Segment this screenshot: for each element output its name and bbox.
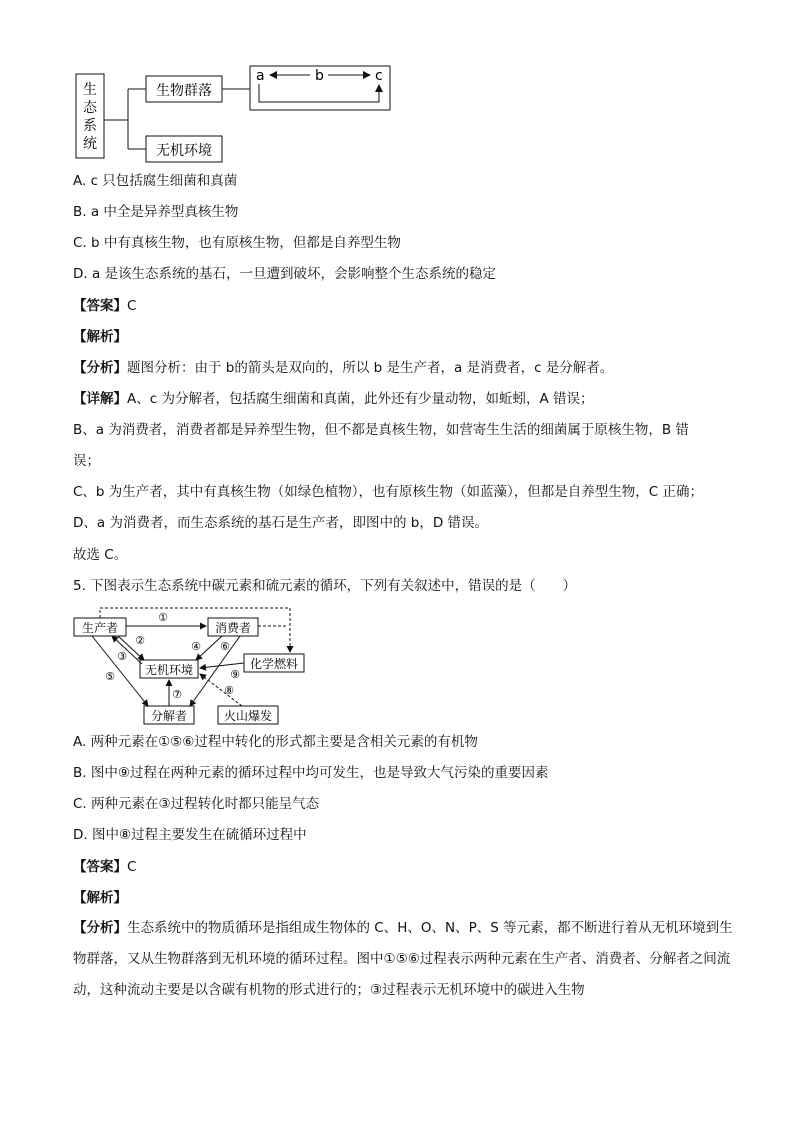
- q4-detail-c: C、b 为生产者，其中有真核生物（如绿色植物），也有原核生物（如蓝藻），但都是自养型生物，C 正确；: [73, 484, 704, 500]
- node-b: b: [315, 68, 324, 84]
- cycle-diagram: [72, 604, 312, 726]
- q5-option-d: D. 图中⑧过程主要发生在硫循环过程中: [73, 827, 307, 843]
- q5-option-a: A. 两种元素在①⑤⑥过程中转化的形式都主要是含相关元素的有机物: [73, 734, 478, 750]
- answer-tag: 【答案】: [73, 298, 127, 314]
- label-6: ⑥: [220, 640, 230, 653]
- fuel-label: 化学燃料: [249, 657, 299, 671]
- fenxi-tag: 【分析】: [73, 360, 127, 376]
- consumer-label: 消费者: [214, 621, 252, 635]
- ecosystem-label: 生态系统: [83, 82, 97, 152]
- label-7: ⑦: [172, 688, 182, 701]
- detail-a-text: A、c 为分解者，包括腐生细菌和真菌，此外还有少量动物，如蚯蚓，A 错误；: [127, 391, 594, 407]
- fenxi-text: 题图分析：由于 b的箭头是双向的，所以 b 是生产者，a 是消费者，c 是分解者。: [127, 360, 614, 376]
- q4-detail-b1: B、a 为消费者，消费者都是异养型生物，但不都是真核生物，如营寄生生活的细菌属于原核生物，B 错: [73, 422, 689, 438]
- ecosystem-diagram: [70, 62, 400, 170]
- label-3: ③: [117, 650, 127, 663]
- fenxi-text: 生态系统中的物质循环是指组成生物体的 C、H、O、N、P、S 等元素，都不断进行着从无机环境到生物群落，又从生物群落到无机环境的循环过程。图中①⑤⑥过程表示两种元素在生产者、消费者、分解者之间流动，这种流动主要是以含碳有机物的形式进行的；③过程表示无机环境中的碳进入生物: [73, 920, 733, 998]
- q4-detail-d: D、a 为消费者，而生态系统的基石是生产者，即图中的 b，D 错误。: [73, 515, 489, 531]
- label-4: ④: [191, 640, 201, 653]
- producer-label: 生产者: [81, 621, 119, 635]
- q4-option-b: B. a 中全是异养型真核生物: [73, 204, 239, 220]
- label-8: ⑧: [224, 684, 234, 697]
- environment-label: 无机环境: [144, 663, 194, 677]
- label-9: ⑨: [230, 668, 240, 681]
- answer-tag: 【答案】: [73, 859, 127, 875]
- answer-value: C: [127, 298, 137, 314]
- community-label: 生物群落: [156, 83, 212, 99]
- q5-option-c: C. 两种元素在③过程转化时都只能呈气态: [73, 796, 320, 812]
- node-a: a: [256, 68, 265, 84]
- q4-option-d: D. a 是该生态系统的基石，一旦遭到破坏，会影响整个生态系统的稳定: [73, 266, 497, 282]
- label-2: ②: [135, 634, 145, 647]
- answer-value: C: [127, 859, 137, 875]
- q4-option-c: C. b 中有真核生物，也有原核生物，但都是自养型生物: [73, 235, 401, 251]
- detail-tag: 【详解】: [73, 391, 127, 407]
- q5-option-b: B. 图中⑨过程在两种元素的循环过程中均可发生，也是导致大气污染的重要因素: [73, 765, 549, 781]
- q4-detail-a: [73, 390, 733, 408]
- q4-analysis-tag: 【解析】: [73, 329, 127, 345]
- label-1: ①: [158, 611, 168, 624]
- decomposer-label: 分解者: [150, 709, 188, 723]
- q4-conclusion: 故选 C。: [73, 547, 128, 563]
- q4-answer: [73, 297, 733, 315]
- environment-label: 无机环境: [156, 143, 212, 159]
- q5-stem: 5. 下图表示生态系统中碳元素和硫元素的循环，下列有关叙述中，错误的是（ ）: [73, 578, 577, 594]
- node-c: c: [375, 68, 383, 84]
- volcano-label: 火山爆发: [223, 709, 273, 723]
- q4-fenxi: [73, 359, 733, 377]
- q4-option-a: A. c 只包括腐生细菌和真菌: [73, 173, 238, 189]
- q5-answer: [73, 858, 733, 876]
- q4-detail-b2: 误；: [73, 453, 100, 469]
- q5-fenxi: [73, 913, 733, 1006]
- fenxi-tag: 【分析】: [73, 920, 127, 936]
- arrow-a-to-c: [259, 84, 379, 102]
- q5-analysis-tag: 【解析】: [73, 890, 127, 906]
- label-5: ⑤: [105, 670, 115, 683]
